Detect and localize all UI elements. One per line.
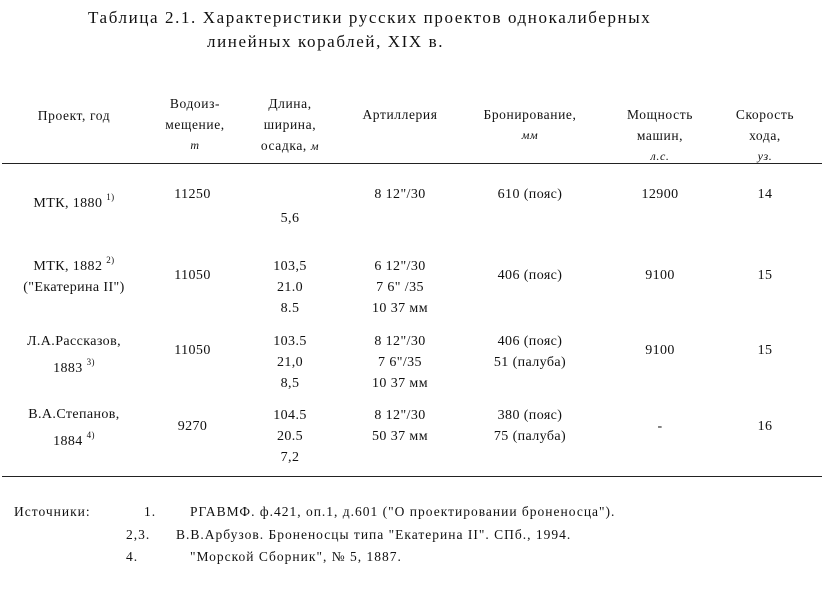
header-speed: Скорость хода, уз. [735,107,795,163]
project-name: В.А.Степанов, 1884 $^{4)}$ [28,407,120,449]
artillery-value: 8 12"/30 [374,187,426,202]
header-rule [2,163,822,164]
table-title-line1: Таблица 2.1. Характеристики русских проектов однокалиберных [88,8,652,27]
dimensions-value: 103.5 21,0 8,5 [273,334,307,391]
artillery-value: 6 12"/30 7 6" /35 10 37 мм [372,259,428,316]
project-name: Л.А.Рассказов, 1883 $^{3)}$ [27,334,121,376]
displacement-value: 11050 [174,268,211,283]
power-value: 9100 [645,268,675,283]
source-number: 2,3. [126,527,151,542]
table-title-line2: линейных кораблей, XIX в. [207,32,445,51]
dimensions-value: 104.5 20.5 7,2 [273,408,307,465]
project-name: МТК, 1882 $^{2)}$ ("Екатерина II") [23,255,125,295]
source-text: "Морской Сборник", № 5, 1887. [190,549,402,564]
speed-value: 15 [757,268,773,283]
header-project: Проект, год [37,108,111,123]
speed-value: 14 [757,187,773,202]
armor-value: 406 (пояс) 51 (палуба) [493,334,567,370]
power-value: 12900 [641,187,679,202]
header-displacement: Водоиз- мещение, т [165,96,225,152]
header-armor: Бронирование, мм [483,107,577,142]
speed-value: 16 [757,419,773,434]
source-number: 1. [144,504,157,519]
displacement-value: 11050 [174,343,211,358]
speed-value: 15 [757,343,773,358]
source-text: РГАВМФ. ф.421, оп.1, д.601 ("О проектировании броненосца"). [190,504,616,519]
header-artillery: Артиллерия [362,107,438,122]
armor-value: 380 (пояс) 75 (палуба) [493,408,567,444]
power-value: - [657,419,663,434]
source-text: В.В.Арбузов. Броненосцы типа "Екатерина II". СПб., 1994. [176,527,572,542]
displacement-value: 9270 [177,419,208,434]
dimensions-value: 103,5 21.0 8.5 [273,259,307,316]
dimensions-value: 5,6 [280,211,300,226]
header-power: Мощность машин, л.с. [627,107,693,163]
artillery-value: 8 12"/30 7 6"/35 10 37 мм [372,334,428,391]
project-name: МТК, 1880 $^{1)}$ [33,192,115,211]
armor-value: 610 (пояс) [497,187,563,202]
armor-value: 406 (пояс) [497,268,563,283]
power-value: 9100 [645,343,675,358]
artillery-value: 8 12"/30 50 37 мм [372,408,428,444]
source-number: 4. [126,549,139,564]
header-dimensions: Длина, ширина, осадка, м [260,96,320,153]
sources-label: Источники: [14,504,91,519]
table-bottom-rule [2,476,822,477]
displacement-value: 11250 [174,187,211,202]
